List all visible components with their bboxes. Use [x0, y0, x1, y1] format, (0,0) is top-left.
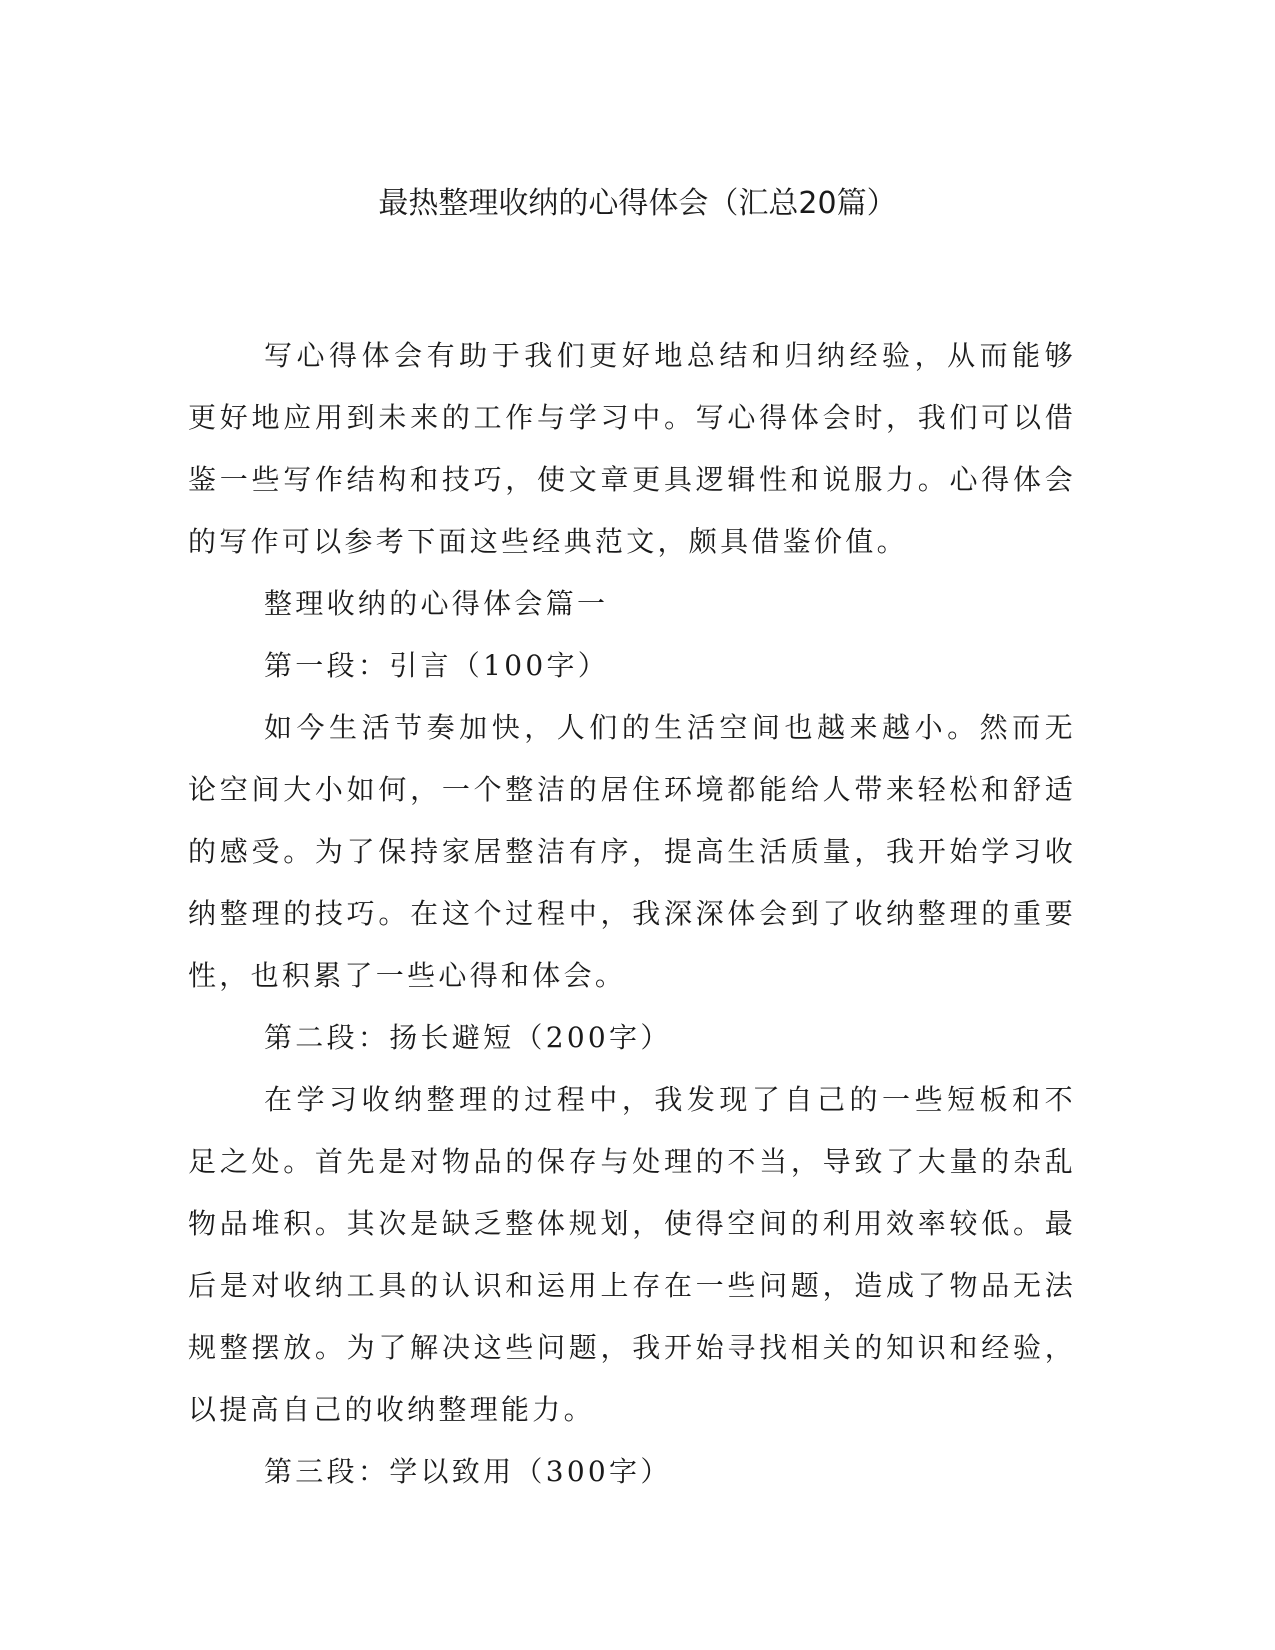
subheading-paragraph-one: 第一段：引言（100字） [264, 649, 610, 682]
intro-paragraph: 写心得体会有助于我们更好地总结和归纳经验，从而能够更好地应用到未来的工作与学习中。写心得体会时，我们可以借鉴一些写作结构和技巧，使文章更具逻辑性和说服力。心得体会的写作可以参考下面这些经典范文，颇具借鉴价值。 [188, 339, 1076, 558]
body-paragraph-two: 在学习收纳整理的过程中，我发现了自己的一些短板和不足之处。首先是对物品的保存与处理的不当，导致了大量的杂乱物品堆积。其次是缺乏整体规划，使得空间的利用效率较低。最后是对收纳工具的认识和运用上存在一些问题，造成了物品无法规整摆放。为了解决这些问题，我开始寻找相关的知识和经验，以提高自己的收纳整理能力。 [188, 1083, 1076, 1426]
section-heading-part-one: 整理收纳的心得体会篇一 [264, 587, 609, 620]
document-title: 最热整理收纳的心得体会（汇总20篇） [378, 186, 897, 221]
subheading-paragraph-three: 第三段：学以致用（300字） [264, 1455, 672, 1488]
subheading-paragraph-two: 第二段：扬长避短（200字） [264, 1021, 672, 1054]
body-paragraph-one: 如今生活节奏加快，人们的生活空间也越来越小。然而无论空间大小如何，一个整洁的居住环境都能给人带来轻松和舒适的感受。为了保持家居整洁有序，提高生活质量，我开始学习收纳整理的技巧。在这个过程中，我深深体会到了收纳整理的重要性，也积累了一些心得和体会。 [188, 711, 1076, 992]
document-body [188, 325, 1076, 1503]
